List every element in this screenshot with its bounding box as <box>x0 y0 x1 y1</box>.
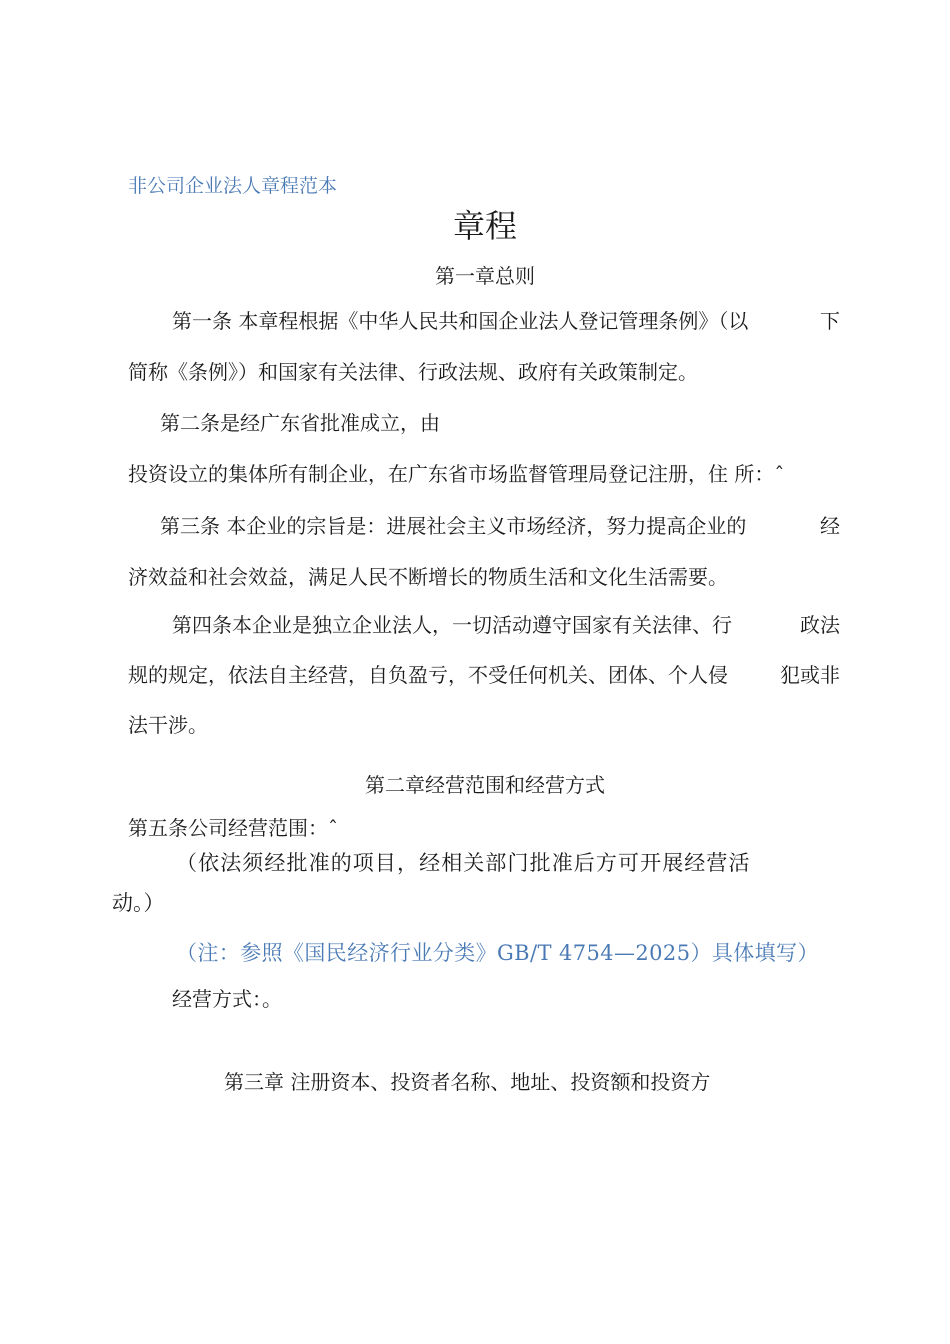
header-note: 非公司企业法人章程范本 <box>128 175 338 197</box>
article4-line1 <box>172 611 840 639</box>
article4-line2 <box>128 661 840 689</box>
article2-line2: 投资设立的集体所有制企业，在广东省市场监督管理局登记注册，住 所：ˆ <box>128 462 785 486</box>
article3-line1-main: 第三条 本企业的宗旨是：进展社会主义市场经济，努力提高企业的 <box>160 514 747 538</box>
article4-line3: 法干涉。 <box>128 713 208 737</box>
article4-line2-main: 规的规定，依法自主经营，自负盈亏，不受任何机关、团体、个人侵 <box>128 663 728 687</box>
chapter3-heading: 第三章 注册资本、投资者名称、地址、投资额和投资方 <box>224 1070 711 1094</box>
industry-classification-note: （注：参照《国民经济行业分类》GB/T 4754—2025）具体填写） <box>176 941 819 965</box>
article1-line1 <box>172 307 840 335</box>
chapter1-heading: 第一章总则 <box>435 264 535 288</box>
chapter2-heading: 第二章经营范围和经营方式 <box>365 773 605 797</box>
article1-line2: 简称《条例》）和国家有关法律、行政法规、政府有关政策制定。 <box>128 360 698 384</box>
business-mode: 经营方式：。 <box>172 987 282 1011</box>
scope-line2: 动。） <box>112 891 165 915</box>
article3-line1-end: 经 <box>820 514 840 538</box>
article4-line2-end: 犯或非 <box>780 663 840 687</box>
scope-line1: （依法须经批准的项目，经相关部门批准后方可开展经营活 <box>176 851 751 875</box>
article4-line1-end: 政法 <box>800 613 840 637</box>
article4-line1-main: 第四条本企业是独立企业法人，一切活动遵守国家有关法律、行 <box>172 613 732 637</box>
article1-line1-end: 下 <box>820 309 840 333</box>
article1-line1-main: 第一条 本章程根据《中华人民共和国企业法人登记管理条例》（以 <box>172 309 749 333</box>
article5: 第五条公司经营范围：ˆ <box>128 816 338 840</box>
article3-line2: 济效益和社会效益，满足人民不断增长的物质生活和文化生活需要。 <box>128 565 728 589</box>
article3-line1 <box>160 512 840 540</box>
article2-line1: 第二条是经广东省批准成立，由 <box>160 411 440 435</box>
document-title: 章程 <box>452 207 517 245</box>
